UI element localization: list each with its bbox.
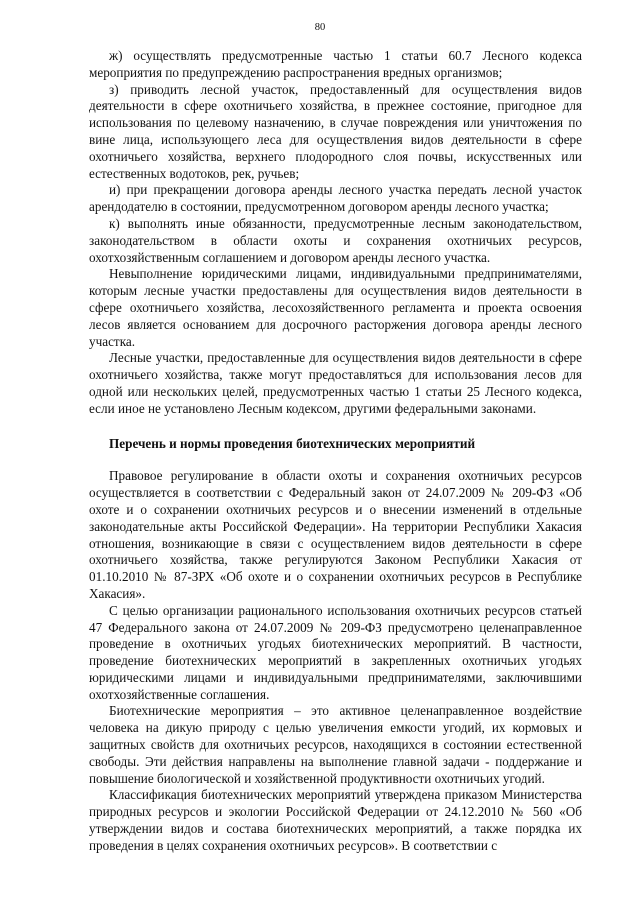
paragraph-item-k: к) выполнять иные обязанности, предусмотренные лесным законодательством, законодательством в области охоты и сохранения охотничьих ресурсов, охотхозяйственным соглашением и договором аренды лесного участка. <box>89 215 582 265</box>
paragraph-rational-use: С целью организации рационального использования охотничьих ресурсов статьей 47 Федерального закона от 24.07.2009 № 209-ФЗ предусмотрено целенаправленное проведение в охотничьих угодьях биотехнических мероприятий. В частности, проведение биотехнических мероприятий в закрепленных охотничьих угодьях юридическими лицами и индивидуальными предпринимателями, заключившими охотхозяйственные соглашения. <box>89 602 582 702</box>
page-number: 80 <box>314 22 326 33</box>
paragraph-classification: Классификация биотехнических мероприятий утверждена приказом Министерства природных ресурсов и экологии Российской Федерации от 24.12.2010 № 560 «Об утверждении видов и состава биотехнических мероприятий, а также порядка их проведения в целях сохранения охотничьих ресурсов». В соответствии с <box>89 787 582 853</box>
paragraph-item-i: и) при прекращении договора аренды лесного участка передать лесной участок арендодателю в состоянии, предусмотренном договором аренды лесного участка; <box>89 182 582 215</box>
paragraph-item-z: з) приводить лесной участок, предоставленный для осуществления видов деятельности в сфере охотничьего хозяйства, в прежнее состояние, пригодное для использования по целевому назначению, в случае повреждения или уничтожения по вине лица, использующего леса для осуществления видов деятельности в сфере охотничьего хозяйства, верхнего плодородного слоя почвы, искусственных или естественных водотоков, рек, ручьев; <box>89 81 582 181</box>
paragraph-biotech-definition: Биотехнические мероприятия – это активное целенаправленное воздействие человека на дикую природу с целью увеличения емкости угодий, их кормовых и защитных свойств для охотничьих ресурсов, находящихся в состоянии естественной свободы. Эти действия направлены на выполнение главной задачи - поддержание и повышение биологической и хозяйственной продуктивности охотничьих угодий. <box>89 703 582 786</box>
paragraph-noncompliance: Невыполнение юридическими лицами, индивидуальными предпринимателями, которым лесные участки предоставлены для осуществления видов деятельности в сфере охотничьего хозяйства, лесохозяйственного регламента и проекта освоения лесов является основанием для досрочного расторжения договора аренды лесного участка. <box>89 266 582 349</box>
page-content <box>89 48 582 855</box>
paragraph-forest-plots: Лесные участки, предоставленные для осуществления видов деятельности в сфере охотничьего хозяйства, также могут предоставляться для использования лесов для одной или нескольких целей, предусмотренных частью 1 статьи 25 Лесного кодекса, если иное не установлено Лесным кодексом, другими федеральными законами. <box>89 350 582 416</box>
paragraph-legal-regulation: Правовое регулирование в области охоты и сохранения охотничьих ресурсов осуществляется в соответствии с Федеральный закон от 24.07.2009 № 209-ФЗ «Об охоте и о сохранении охотничьих ресурсов и о внесении изменений в отдельные законодательные акты Российской Федерации». На территории Республики Хакасия отношения, возникающие в связи с осуществлением видов деятельности в сфере охотничьего хозяйства, также регулируются Законом Республики Хакасия от 01.10.2010 № 87-ЗРХ «Об охоте и о сохранении охотничьих ресурсов в Республике Хакасия». <box>89 468 582 601</box>
section-heading: Перечень и нормы проведения биотехнических мероприятий <box>109 435 476 451</box>
paragraph-item-zh: ж) осуществлять предусмотренные частью 1 статьи 60.7 Лесного кодекса мероприятия по предупреждению распространения вредных организмов; <box>89 48 582 80</box>
